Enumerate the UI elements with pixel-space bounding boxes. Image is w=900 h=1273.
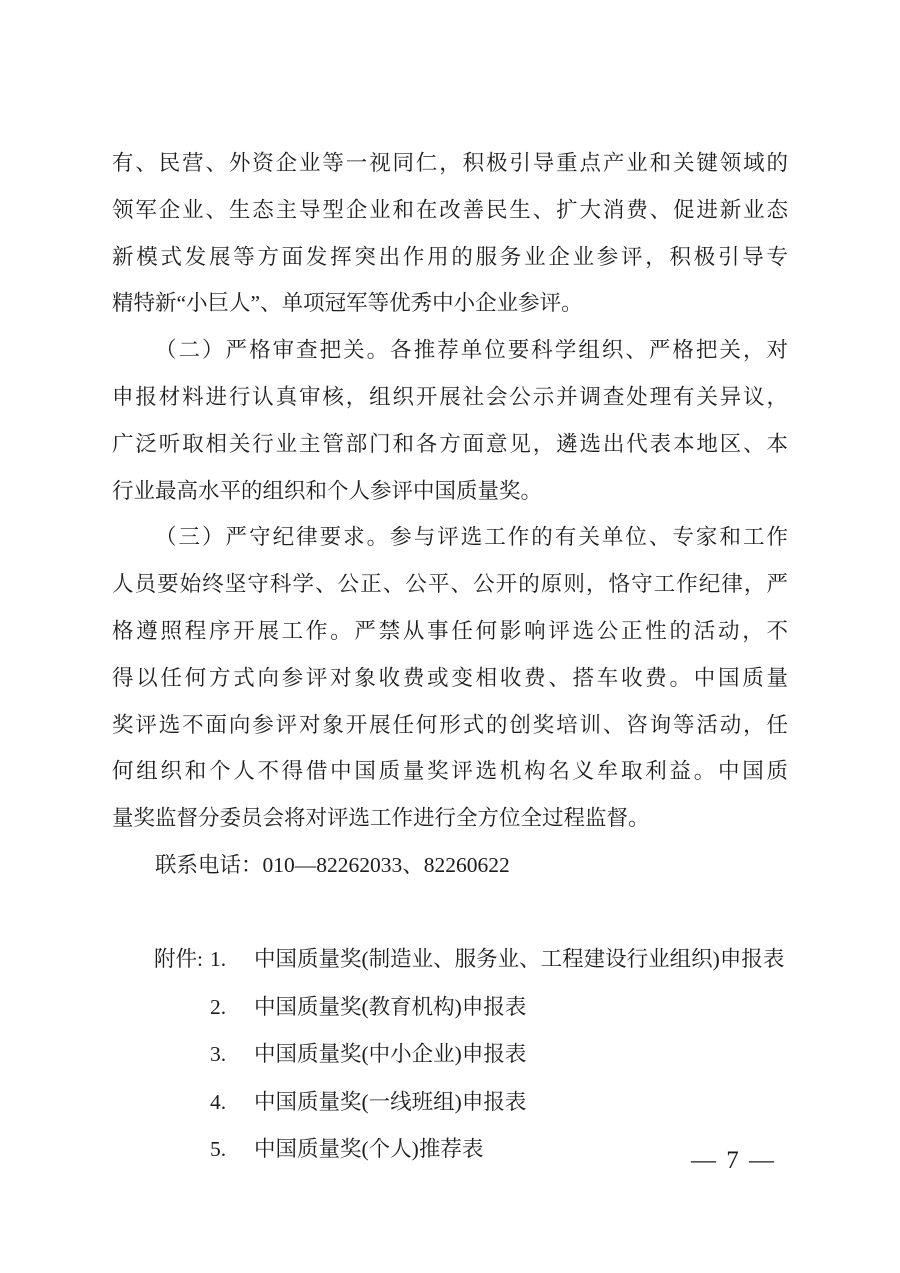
body-line: 量奖监督分委员会将对评选工作进行全方位全过程监督。 [112,806,650,831]
body-line: 有、民营、外资企业等一视同仁，积极引导重点产业和关键领域的 [112,151,788,175]
body-line: 格遵照程序开展工作。严禁从事任何影响评选公正性的活动，不 [112,618,788,643]
body-line: 何组织和个人不得借中国质量奖评选机构名义牟取利益。中国质 [112,759,788,784]
attachment-title: 中国质量奖(一线班组)申报表 [254,1089,527,1114]
body-line: 广泛听取相关行业主管部门和各方面意见，遴选出代表本地区、本 [112,431,788,456]
body-line: 行业最高水平的组织和个人参评中国质量奖。 [112,478,543,503]
attachment-item [154,1079,794,1127]
attachment-title: 中国质量奖(教育机构)申报表 [254,994,527,1019]
attachment-title: 中国质量奖(个人)推荐表 [254,1137,484,1161]
attachment-item [154,936,794,984]
attachment-label [154,984,210,1032]
body-line: 得以任何方式向参评对象收费或变相收费、搭车收费。中国质量 [112,665,788,690]
body-line: 领军企业、生态主导型企业和在改善民生、扩大消费、促进新业态 [112,197,788,222]
contact-phone-line: 联系电话：010—82262033、82260622 [155,852,510,877]
attachment-item [154,984,794,1032]
body-line: （二）严格审查把关。各推荐单位要科学组织、严格把关，对 [155,338,788,363]
body-text [112,140,788,889]
attachment-number: 4. [210,1089,227,1114]
attachment-number: 3. [210,1042,227,1066]
body-line: 奖评选不面向参评对象开展任何形式的创奖培训、咨询等活动，任 [112,712,788,737]
attachment-label [154,1126,210,1174]
body-line: 新模式发展等方面发挥突出作用的服务业企业参评，积极引导专 [112,244,788,269]
attachment-title: 中国质量奖(制造业、服务业、工程建设行业组织)申报表 [254,947,785,971]
body-line: （三）严守纪律要求。参与评选工作的有关单位、专家和工作 [155,525,788,550]
attachment-label: 附件: [154,947,203,971]
body-line: 精特新“小巨人”、单项冠军等优秀中小企业参评。 [112,291,583,316]
attachment-number: 1. [210,947,227,971]
attachment-list [154,936,794,1174]
page-number: — 7 — [691,1147,776,1174]
attachment-number: 2. [210,994,227,1019]
body-line: 申报材料进行认真审核，组织开展社会公示并调查处理有关异议， [112,384,788,409]
attachment-label [154,1079,210,1127]
body-line: 人员要始终坚守科学、公正、公平、公开的原则，恪守工作纪律，严 [112,572,788,597]
attachment-label [154,1031,210,1079]
attachment-number: 5. [210,1137,227,1161]
attachment-title: 中国质量奖(中小企业)申报表 [254,1042,527,1066]
attachment-item [154,1031,794,1079]
